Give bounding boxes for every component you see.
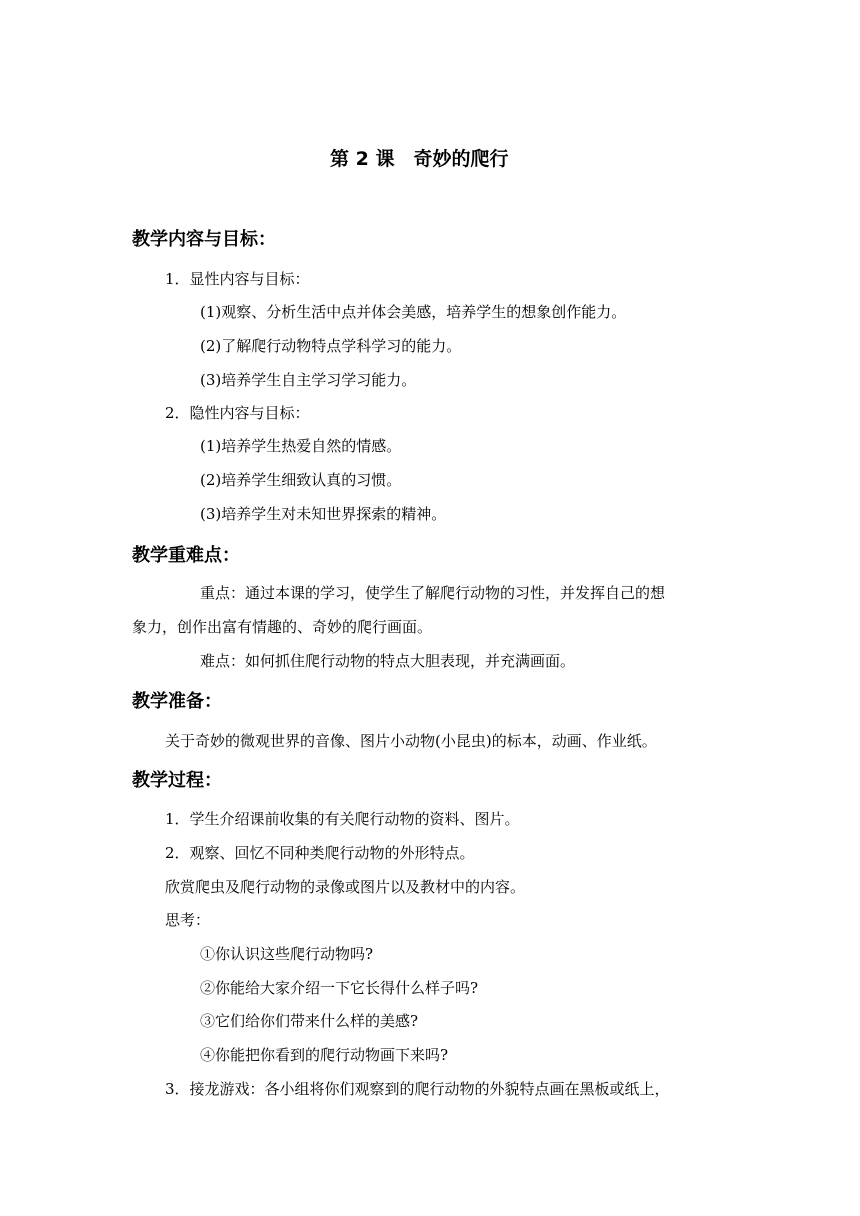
implicit-objective-item: (1)培养学生热爱自然的情感。 <box>200 437 402 455</box>
process-heading: 教学过程： <box>132 770 222 791</box>
think-question: ④你能把你看到的爬行动物画下来吗? <box>200 1046 449 1064</box>
process-step: 1．学生介绍课前收集的有关爬行动物的资料、图片。 <box>165 810 520 828</box>
page-title: 第 2 课 奇妙的爬行 <box>330 148 509 170</box>
think-label: 思考： <box>165 911 211 929</box>
implicit-objectives-heading: 2．隐性内容与目标： <box>165 404 310 422</box>
think-question: ②你能给大家介绍一下它长得什么样子吗? <box>200 979 479 997</box>
preparation-text: 关于奇妙的微观世界的音像、图片小动物(小昆虫)的标本，动画、作业纸。 <box>165 732 657 750</box>
think-question: ①你认识这些爬行动物吗? <box>200 945 374 963</box>
difficulty-text: 难点：如何抓住爬行动物的特点大胆表现，并充满画面。 <box>200 652 576 670</box>
preparation-heading: 教学准备： <box>132 691 222 712</box>
explicit-objectives-heading: 1．显性内容与目标： <box>165 270 310 288</box>
process-step: 2．观察、回忆不同种类爬行动物的外形特点。 <box>165 844 475 862</box>
explicit-objective-item: (1)观察、分析生活中点并体会美感，培养学生的想象创作能力。 <box>200 303 627 321</box>
objectives-heading: 教学内容与目标： <box>132 229 276 250</box>
key-point-text: 重点：通过本课的学习，使学生了解爬行动物的习性，并发挥自己的想 <box>200 584 666 602</box>
key-point-text-continued: 象力，创作出富有情趣的、奇妙的爬行画面。 <box>132 618 433 636</box>
implicit-objective-item: (2)培养学生细致认真的习惯。 <box>200 471 402 489</box>
explicit-objective-item: (3)培养学生自主学习学习能力。 <box>200 371 417 389</box>
appreciation-text: 欣赏爬虫及爬行动物的录像或图片以及教材中的内容。 <box>165 878 526 896</box>
key-points-heading: 教学重难点： <box>132 545 240 566</box>
process-step: 3．接龙游戏：各小组将你们观察到的爬行动物的外貌特点画在黑板或纸上， <box>165 1080 670 1098</box>
think-question: ③它们给你们带来什么样的美感? <box>200 1012 419 1030</box>
implicit-objective-item: (3)培养学生对未知世界探索的精神。 <box>200 505 447 523</box>
explicit-objective-item: (2)了解爬行动物特点学科学习的能力。 <box>200 337 462 355</box>
